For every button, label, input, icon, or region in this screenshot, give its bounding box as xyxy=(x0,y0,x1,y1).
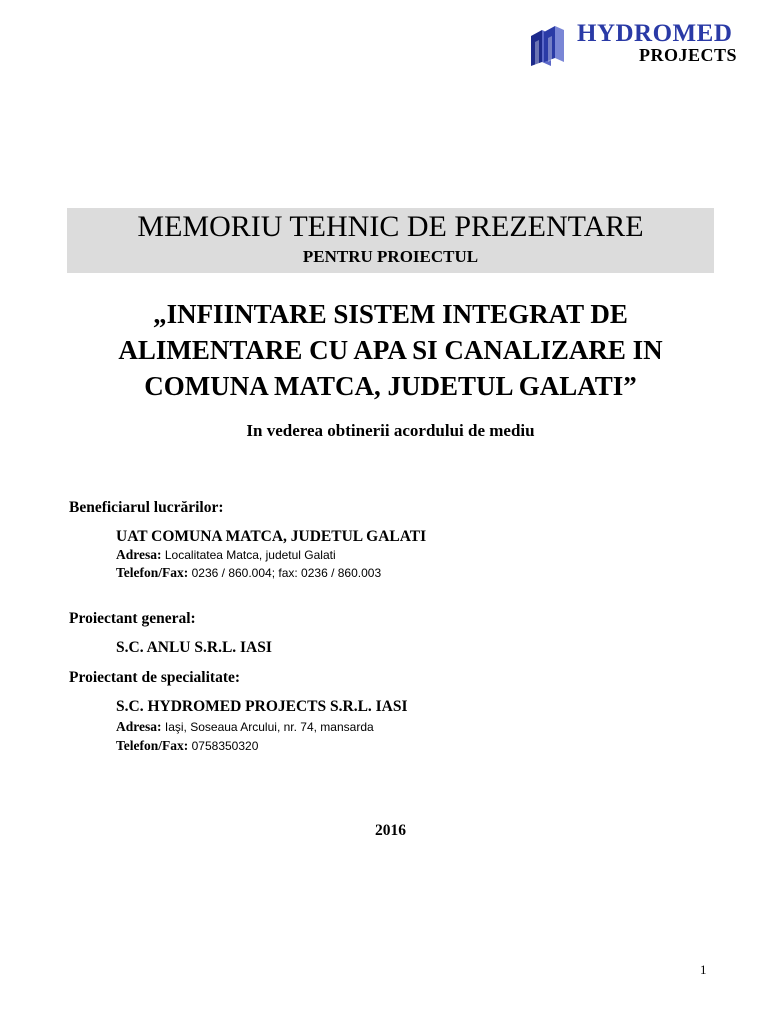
purpose-statement: In vederea obtinerii acordului de mediu xyxy=(246,421,535,440)
project-name-line-1: „INFIINTARE SISTEM INTEGRAT DE xyxy=(153,299,628,329)
specialty-designer-heading: Proiectant de specialitate: xyxy=(69,669,241,686)
beneficiary-heading: Beneficiarul lucrărilor: xyxy=(69,499,224,516)
specialty-designer-phone-value: 0758350320 xyxy=(191,739,259,753)
project-name-line-3: COMUNA MATCA, JUDETUL GALATI” xyxy=(144,371,637,401)
specialty-designer-address-label: Adresa: xyxy=(116,719,162,734)
specialty-designer-phone-label: Telefon/Fax: xyxy=(116,738,189,753)
logo-wordmark-secondary: PROJECTS xyxy=(638,45,737,65)
document-title: MEMORIU TEHNIC DE PREZENTARE xyxy=(137,210,644,243)
beneficiary-phone-value: 0236 / 860.004; fax: 0236 / 860.003 xyxy=(191,566,382,580)
company-logo xyxy=(527,20,742,68)
general-designer-heading: Proiectant general: xyxy=(69,610,196,627)
document-subtitle: PENTRU PROIECTUL xyxy=(302,247,479,266)
document-year: 2016 xyxy=(375,822,406,839)
beneficiary-address xyxy=(116,547,336,563)
specialty-designer-name: S.C. HYDROMED PROJECTS S.R.L. IASI xyxy=(116,698,408,715)
logo-wordmark-primary: HYDROMED xyxy=(577,20,733,47)
beneficiary-address-value: Localitatea Matca, judetul Galati xyxy=(164,548,336,562)
beneficiary-address-label: Adresa: xyxy=(116,547,162,562)
project-name-line-2: ALIMENTARE CU APA SI CANALIZARE IN xyxy=(118,335,663,365)
beneficiary-name: UAT COMUNA MATCA, JUDETUL GALATI xyxy=(116,528,427,545)
beneficiary-phone xyxy=(116,565,381,581)
project-name xyxy=(67,296,714,404)
general-designer-name: S.C. ANLU S.R.L. IASI xyxy=(116,639,272,656)
beneficiary-phone-label: Telefon/Fax: xyxy=(116,565,189,580)
specialty-designer-phone xyxy=(116,738,258,754)
title-banner xyxy=(67,208,714,273)
specialty-designer-address xyxy=(116,719,374,735)
page-number: 1 xyxy=(700,962,707,977)
specialty-designer-address-value: Iaşi, Soseaua Arcului, nr. 74, mansarda xyxy=(164,720,374,734)
building-blocks-icon xyxy=(527,22,569,66)
